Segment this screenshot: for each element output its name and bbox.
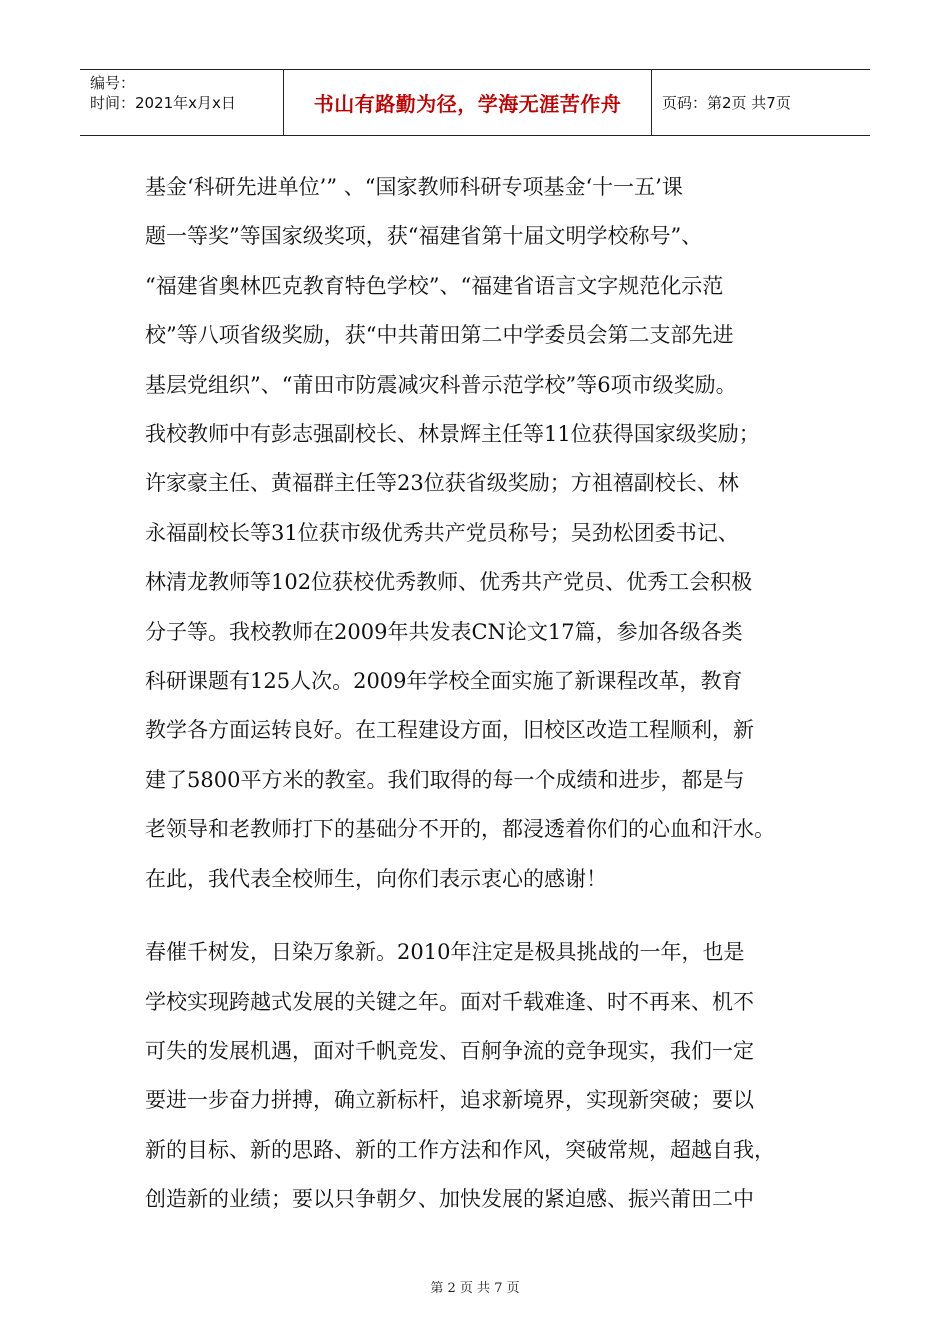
text-line: 要进一步奋力拼搏，确立新标杆，追求新境界，实现新突破；要以 [145,1088,754,1113]
text-line: 创造新的业绩；要以只争朝夕、加快发展的紧迫感、振兴莆田二中 [145,1187,754,1212]
text-line: 春催千树发，日染万象新。2010年注定是极具挑战的一年，也是 [145,940,745,965]
doc-date-label: 时间：2021年x月x日 [90,94,236,112]
text-line: 许家豪主任、黄福群主任等23位获省级奖励；方祖禧副校长、林 [145,471,739,496]
text-line: 老领导和老教师打下的基础分不开的，都浸透着你们的心血和汗水。 [145,817,775,842]
header-motto-cell [284,70,652,135]
header-page-info: 页码：第2页 共7页 [662,94,791,112]
paragraph-spacer [145,904,810,928]
text-line: 教学各方面运转良好。在工程建设方面，旧校区改造工程顺利，新 [145,718,754,743]
document-body [145,163,810,1225]
text-line: 基层党组织”、“莆田市防震减灾科普示范学校”等6项市级奖励。 [145,372,737,397]
text-line: 我校教师中有彭志强副校长、林景辉主任等11位获得国家级奖励； [145,422,760,447]
header-meta-cell [80,70,284,135]
text-line: 可失的发展机遇，面对千帆竞发、百舸争流的竞争现实，我们一定 [145,1038,754,1063]
doc-number-label: 编号： [90,74,136,92]
text-line: 科研课题有125人次。2009年学校全面实施了新课程改革，教育 [145,669,743,694]
text-line: 永福副校长等31位获市级优秀共产党员称号；吴劲松团委书记、 [145,520,739,545]
text-line: 基金‘科研先进单位’” 、“国家教师科研专项基金‘十一五’课 [145,175,683,199]
text-line: 林清龙教师等102位获校优秀教师、优秀共产党员、优秀工会积极 [145,570,753,595]
text-line: 新的目标、新的思路、新的工作方法和作风，突破常规，超越自我， [145,1137,775,1162]
document-header [80,69,870,136]
header-page-cell [652,70,870,135]
text-line: 学校实现跨越式发展的关键之年。面对千载难逢、时不再来、机不 [145,989,754,1014]
paragraph-1 [145,163,810,904]
paragraph-2 [145,928,810,1224]
text-line: “福建省奥林匹克教育特色学校”、“福建省语言文字规范化示范 [145,273,724,298]
text-line: 建了5800平方米的教室。我们取得的每一个成绩和进步，都是与 [145,767,745,792]
text-line: 校”等八项省级奖励，获“中共莆田第二中学委员会第二支部先进 [145,323,734,348]
header-motto: 书山有路勤为径，学海无涯苦作舟 [313,92,622,116]
text-line: 分子等。我校教师在2009年共发表CN论文17篇，参加各级各类 [145,619,743,644]
text-line: 在此，我代表全校师生，向你们表示衷心的感谢！ [145,866,607,891]
page-footer: 第 2 页 共 7 页 [430,1281,520,1296]
text-line: 题一等奖”等国家级奖项，获“福建省第十届文明学校称号”、 [145,224,703,249]
